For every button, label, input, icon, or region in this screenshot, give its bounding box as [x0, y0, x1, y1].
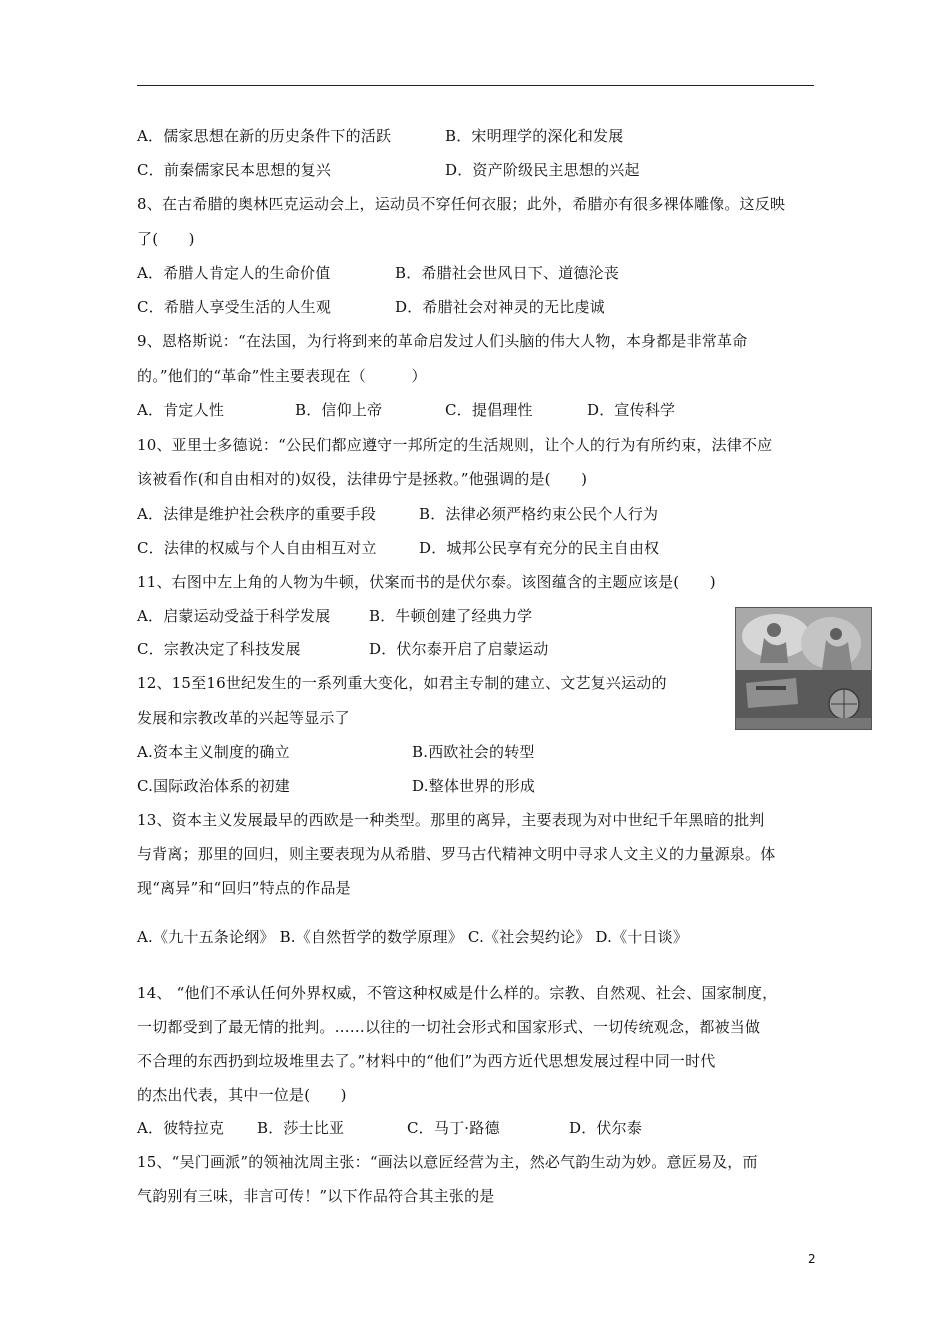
q8-stem-line-1: 8、在古希腊的奥林匹克运动会上，运动员不穿任何衣服；此外，希腊亦有很多裸体雕像。这反映	[137, 195, 786, 213]
q12-option-b: B.西欧社会的转型	[412, 743, 535, 761]
q12-options-row-2	[137, 775, 536, 797]
q11-options-row-2	[137, 638, 549, 660]
q8-option-d: D．希腊社会对神灵的无比虔诚	[395, 298, 605, 316]
q15-stem-line-1: 15、“吴门画派”的领袖沈周主张：“画法以意匠经营为主，然必气韵生动为妙。意匠易及，而	[137, 1153, 758, 1171]
q14-option-d: D．伏尔泰	[569, 1119, 643, 1137]
q9-option-c: C．提倡理性	[445, 401, 533, 419]
q14-stem-line-4: 的杰出代表，其中一位是( )	[137, 1086, 347, 1104]
q8-options-row-2	[137, 296, 605, 318]
page-number: 2	[808, 1252, 816, 1266]
q11-option-a: A．启蒙运动受益于科学发展	[137, 607, 331, 625]
q11-option-b: B．牛顿创建了经典力学	[369, 607, 533, 625]
q7-options-row-1	[137, 125, 624, 147]
q9-stem-line-1: 9、恩格斯说：“在法国，为行将到来的革命启发过人们头脑的伟大人物，本身都是非常革命	[137, 332, 748, 350]
q9-option-d: D．宣传科学	[587, 401, 676, 419]
q10-stem-line-1: 10、亚里士多德说：“公民们都应遵守一邦所定的生活规则，让个人的行为有所约束，法律不应	[137, 436, 773, 454]
q14-options-row	[137, 1117, 643, 1139]
q14-option-c: C．马丁·路德	[407, 1119, 500, 1137]
q10-option-d: D．城邦公民享有充分的民主自由权	[419, 539, 660, 557]
q11-option-c: C．宗教决定了科技发展	[137, 640, 301, 658]
q12-stem-line-1: 12、15至16世纪发生的一系列重大变化，如君主专制的建立、文艺复兴运动的	[137, 674, 667, 692]
q8-option-b: B．希腊社会世风日下、道德沦丧	[395, 264, 620, 282]
q7-option-d: D．资产阶级民主思想的兴起	[445, 161, 640, 179]
q12-option-c: C.国际政治体系的初建	[137, 777, 290, 795]
q14-option-b: B．莎士比亚	[257, 1119, 345, 1137]
q7-options-row-2	[137, 159, 640, 181]
q10-option-c: C．法律的权威与个人自由相互对立	[137, 539, 377, 557]
q13-options: A.《九十五条论纲》 B.《自然哲学的数学原理》 C.《社会契约论》 D.《十日谈》	[137, 928, 689, 946]
q15-stem-line-2: 气韵别有三味，非言可传！”以下作品符合其主张的是	[137, 1187, 495, 1205]
q7-option-b: B．宋明理学的深化和发展	[445, 127, 624, 145]
q14-stem-line-1: 14、 “他们不承认任何外界权威，不管这种权威是什么样的。宗教、自然观、社会、国家制度，	[137, 984, 778, 1002]
q9-options-row	[137, 399, 676, 421]
q9-stem-line-2: 的。”他们的“革命”性主要表现在（ ）	[137, 367, 427, 385]
q14-stem-line-3: 不合理的东西扔到垃圾堆里去了。”材料中的“他们”为西方近代思想发展过程中同一时代	[137, 1052, 716, 1070]
q10-options-row-1	[137, 503, 659, 525]
q8-option-c: C．希腊人享受生活的人生观	[137, 298, 332, 316]
q9-option-b: B．信仰上帝	[295, 401, 383, 419]
q12-options-row-1	[137, 741, 535, 763]
q8-options-row-1	[137, 262, 620, 284]
q12-stem-line-2: 发展和宗教改革的兴起等显示了	[137, 709, 350, 727]
engraving-illustration	[736, 608, 871, 729]
q13-stem-line-3: 现“离异”和“回归”特点的作品是	[137, 879, 351, 897]
header-rule	[137, 85, 814, 86]
q8-stem-line-2: 了( )	[137, 230, 195, 248]
q7-option-c: C．前秦儒家民本思想的复兴	[137, 161, 332, 179]
q11-options-row-1	[137, 605, 533, 627]
q8-option-a: A．希腊人肯定人的生命价值	[137, 264, 331, 282]
q10-option-b: B．法律必须严格约束公民个人行为	[419, 505, 659, 523]
q13-stem-line-2: 与背离；那里的回归，则主要表现为从希腊、罗马古代精神文明中寻求人文主义的力量源泉。体	[137, 845, 776, 863]
q7-option-a: A．儒家思想在新的历史条件下的活跃	[137, 127, 392, 145]
q13-stem-line-1: 13、资本主义发展最早的西欧是一种类型。那里的离异，主要表现为对中世纪千年黑暗的批判	[137, 811, 765, 829]
q10-option-a: A．法律是维护社会秩序的重要手段	[137, 505, 377, 523]
newton-voltaire-engraving-image	[735, 607, 872, 730]
q9-option-a: A．肯定人性	[137, 401, 225, 419]
q14-stem-line-2: 一切都受到了最无情的批判。……以往的一切社会形式和国家形式、一切传统观念，都被当做	[137, 1018, 761, 1036]
q10-stem-line-2: 该被看作(和自由相对的)奴役，法律毋宁是拯救。”他强调的是( )	[137, 470, 588, 488]
q12-option-a: A.资本主义制度的确立	[137, 743, 290, 761]
q10-options-row-2	[137, 537, 660, 559]
q11-option-d: D．伏尔泰开启了启蒙运动	[369, 640, 549, 658]
q11-stem: 11、右图中左上角的人物为牛顿，伏案而书的是伏尔泰。该图蕴含的主题应该是( )	[137, 573, 716, 591]
q12-option-d: D.整体世界的形成	[412, 777, 536, 795]
q14-option-a: A．彼特拉克	[137, 1119, 225, 1137]
